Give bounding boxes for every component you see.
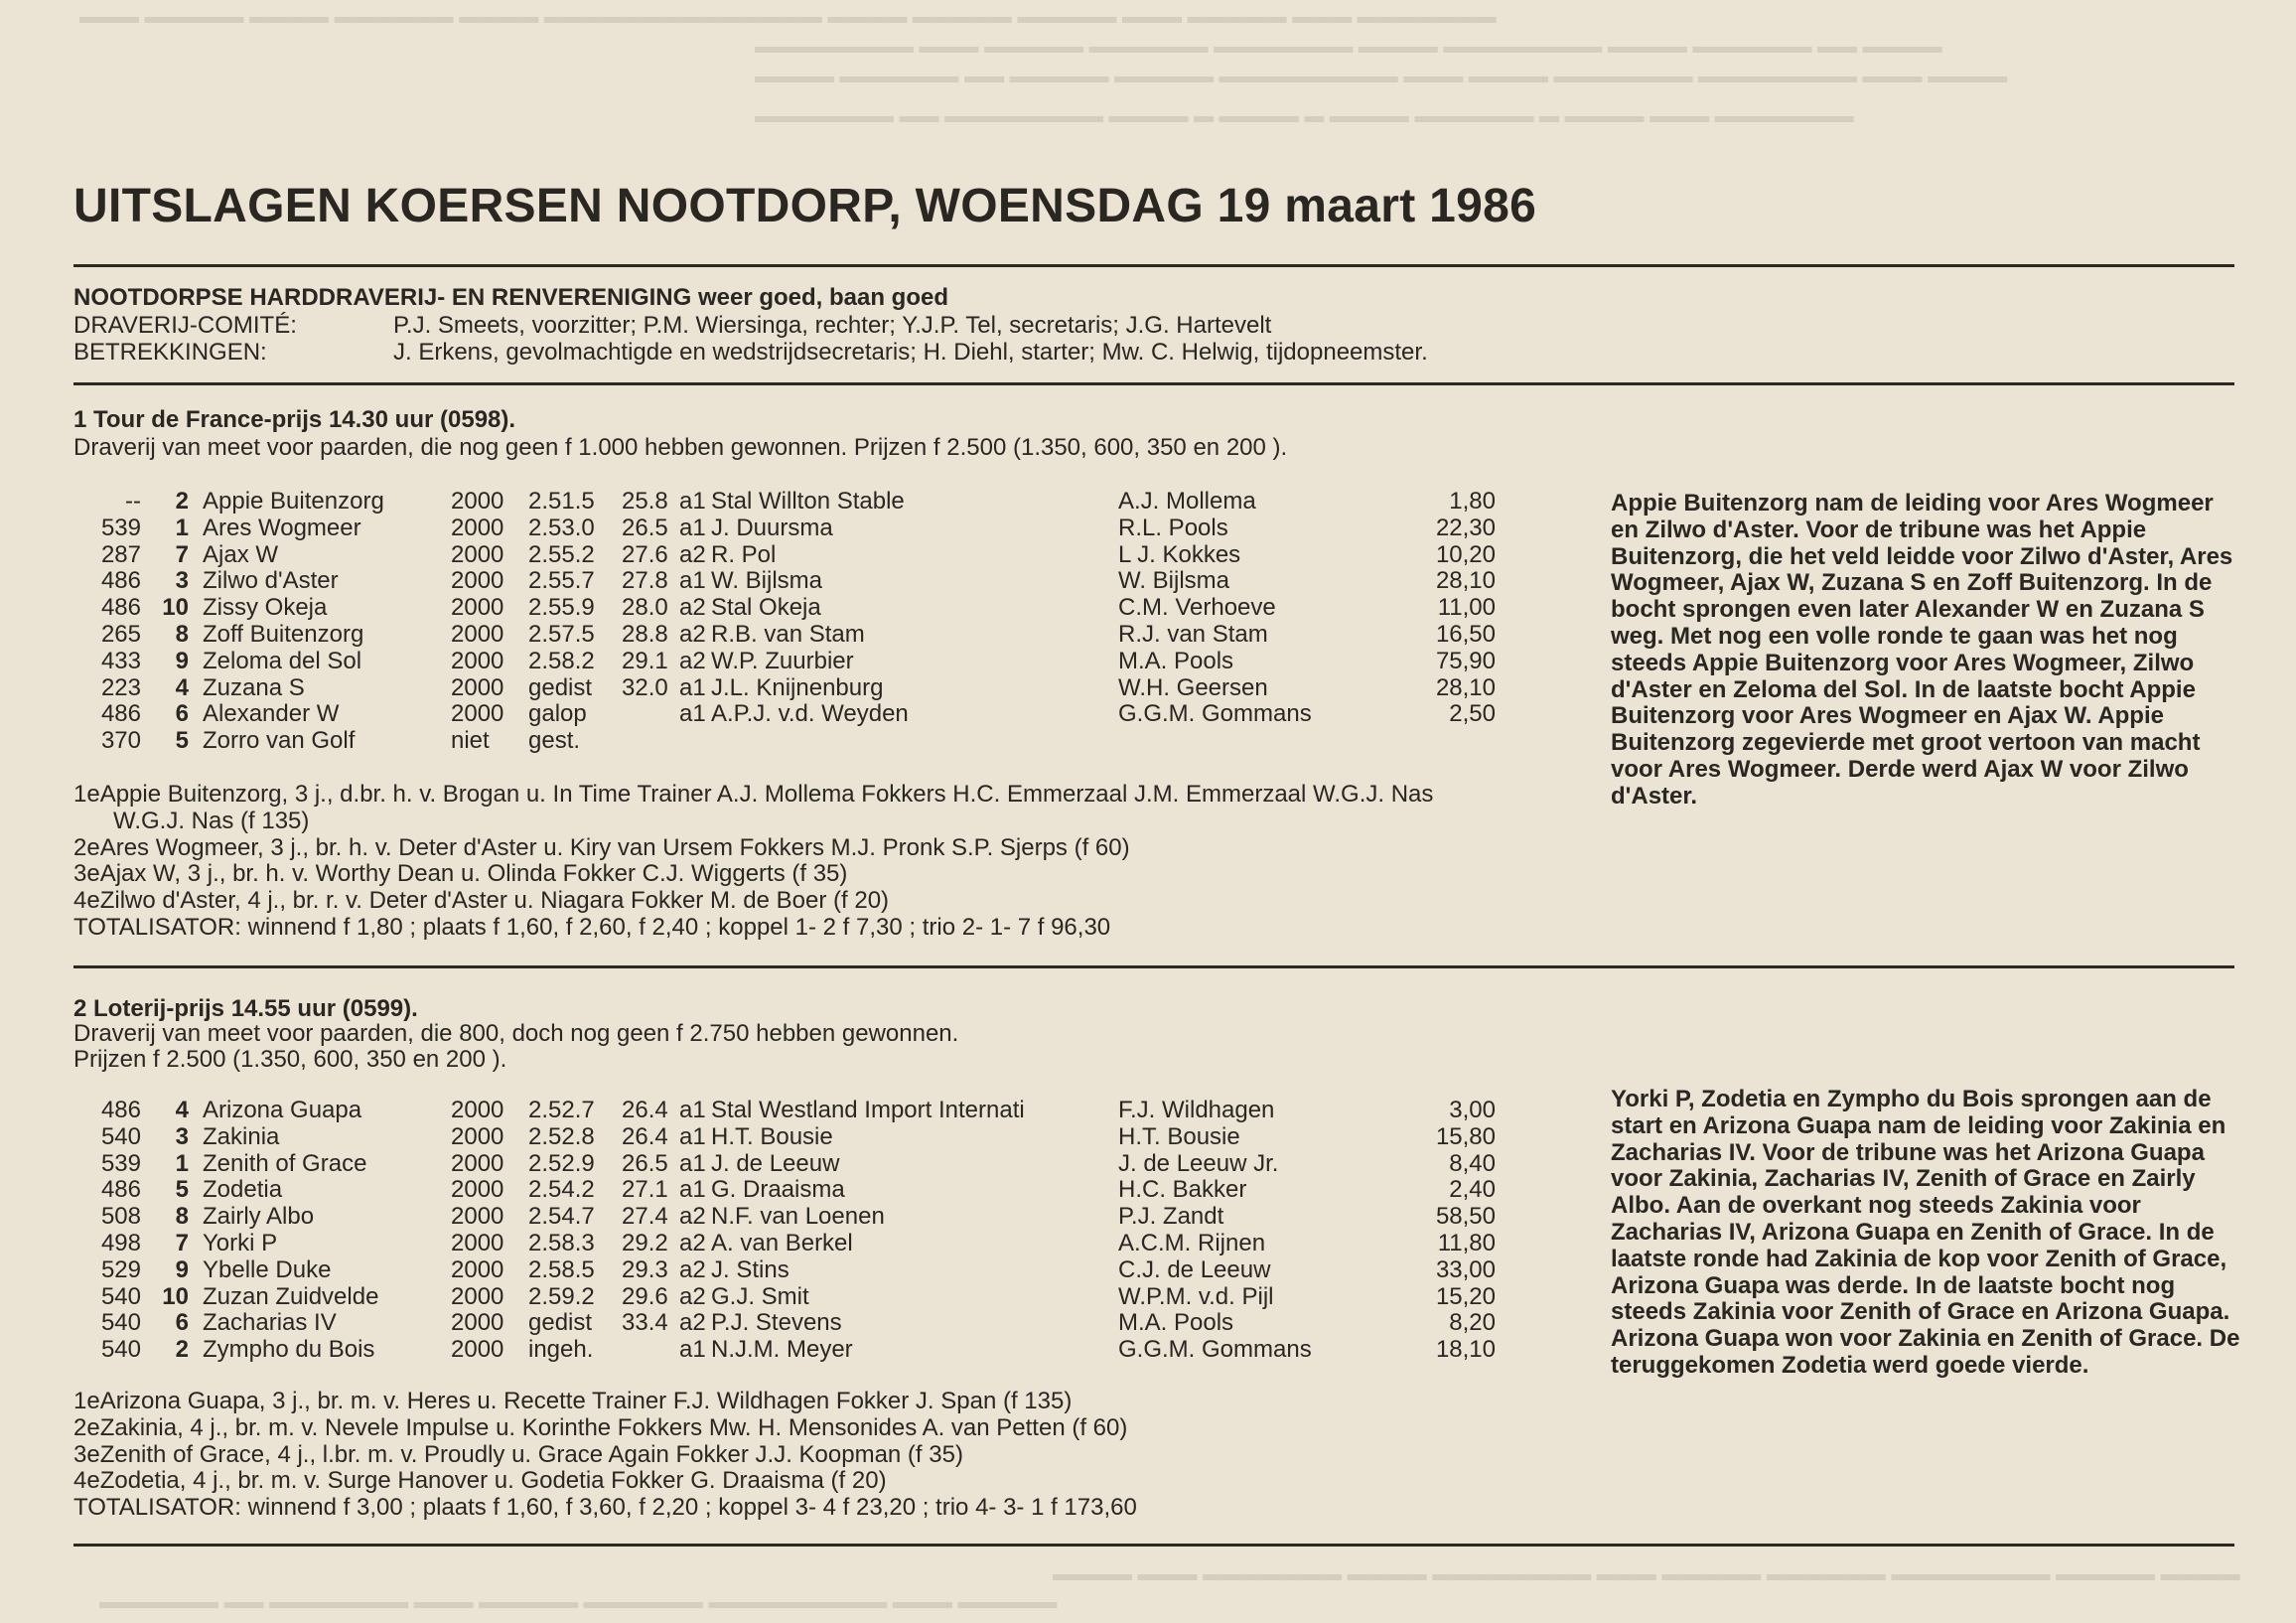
start-class-cell: a1 [679,700,706,728]
owner-cell: Stal Okeja [711,594,821,622]
odds-cell: 58,50 [1435,1203,1496,1231]
owner-cell: W. Bijlsma [711,567,823,595]
distance-cell: 2000 [451,647,504,674]
result-row [73,1151,1496,1178]
km-time-cell: 27.4 [622,1203,668,1231]
odds-cell: 8,40 [1449,1149,1496,1177]
owner-cell [711,728,1118,755]
start-class-cell [679,728,711,755]
start-number-cell: 9 [175,647,189,674]
odds-cell: 18,10 [1435,1336,1496,1364]
result-row [73,622,1496,649]
race-heading: 2 Loterij-prijs 14.55 uur (0599). [73,995,418,1022]
odds-cell: 15,20 [1435,1282,1496,1310]
time-cell: 2.58.3 [528,1229,595,1256]
odds-cell: 16,50 [1435,620,1496,648]
start-class-cell: a1 [679,673,706,701]
prev-race-cell: 486 [100,594,141,622]
prev-race-cell: 265 [100,620,141,648]
distance-cell: 2000 [451,620,504,648]
result-row [73,1098,1496,1124]
result-row [73,1204,1496,1231]
horse-name-cell: Zuzan Zuidvelde [203,1282,379,1310]
driver-cell: W. Bijlsma [1118,567,1230,595]
start-class-cell: a2 [679,1203,706,1231]
odds-cell: 8,20 [1449,1309,1496,1337]
second-details: 2eAres Wogmeer, 3 j., br. h. v. Deter d'Aster u. Kiry van Ursem Fokkers M.J. Pronk S.P. Sjerps (f 60) [73,833,1130,861]
horse-name-cell: Zairly Albo [203,1203,315,1231]
prev-race-cell: 540 [100,1336,141,1364]
horse-name-cell: Ybelle Duke [203,1255,332,1283]
winner-details-cont: W.G.J. Nas (f 135) [113,807,310,834]
driver-cell: R.J. van Stam [1118,620,1268,648]
odds-cell: 3,00 [1449,1097,1496,1123]
km-time-cell [622,728,679,755]
comite-line [73,313,1271,339]
owner-cell: J.L. Knijnenburg [711,673,884,701]
time-cell: 2.55.7 [528,567,595,595]
time-cell: gest. [528,727,581,755]
driver-cell: L J. Kokkes [1118,540,1241,568]
comite-label: DRAVERIJ-COMITÉ: [73,312,297,339]
driver-cell: A.C.M. Rijnen [1118,1229,1266,1256]
driver-cell: G.G.M. Gommans [1118,1336,1312,1364]
result-row [73,649,1496,675]
odds-cell: 2,50 [1449,700,1496,728]
divider-race-2 [73,1544,2234,1547]
driver-cell: F.J. Wildhagen [1118,1097,1275,1123]
owner-cell: N.J.M. Meyer [711,1336,853,1364]
start-number-cell: 1 [175,514,189,541]
prev-race-cell: 540 [100,1122,141,1150]
start-number-cell: 3 [175,1122,189,1150]
start-number-cell: 4 [175,673,189,701]
owner-cell: P.J. Stevens [711,1309,842,1337]
race-report: Yorki P, Zodetia en Zympho du Bois sprongen aan de start en Arizona Guapa nam de leiding voor Zakinia en Zacharias IV. Voor de tribune was het Arizona Guapa voor Zakinia, Zacharias IV, Zenith of Grace en Zairly Albo. Aan de overkant nog steeds Zakinia voor Zacharias IV, Arizona Guapa en Zenith of Grace. In de laatste ronde had Zakinia de kop voor Zenith of Grace, Arizona Guapa was derde. In de laatste bocht nog steeds Zakinia voor Zenith of Grace en Arizona Guapa. Arizona Guapa won voor Zakinia en Zenith of Grace. De teruggekomen Zodetia werd goede vierde. [1611,1086,2240,1379]
distance-cell: 2000 [451,1149,504,1177]
distance-cell: 2000 [451,1255,504,1283]
betrekkingen-value: J. Erkens, gevolmachtigde en wedstrijdsecretaris; H. Diehl, starter; Mw. C. Helwig, tijdopneemster. [393,339,1428,366]
horse-name-cell: Yorki P [203,1229,278,1256]
result-row [73,1310,1496,1337]
distance-cell: 2000 [451,1336,504,1364]
start-class-cell: a2 [679,1255,706,1283]
result-row [73,489,1496,516]
time-cell: 2.54.7 [528,1203,595,1231]
horse-name-cell: Zacharias IV [203,1309,337,1337]
result-row [73,701,1496,728]
start-number-cell: 2 [175,1336,189,1364]
race-details [73,782,1433,942]
distance-cell: 2000 [451,1176,504,1204]
time-cell: 2.52.8 [528,1122,595,1150]
race-report: Appie Buitenzorg nam de leiding voor Ares Wogmeer en Zilwo d'Aster. Voor de tribune was het Appie Buitenzorg, die het veld leidde voor Zilwo d'Aster, Ares Wogmeer, Ajax W, Zuzana S en Zoff Buitenzorg. In de bocht sprongen even later Alexander W en Zuzana S weg. Met nog een volle ronde te gaan was het nog steeds Appie Buitenzorg voor Ares Wogmeer, Zilwo d'Aster en Zeloma del Sol. In de laatste bocht Appie Buitenzorg voor Ares Wogmeer en Ajax W. Appie Buitenzorg zegevierde met groot vertoon van macht voor Ares Wogmeer. Derde werd Ajax W voor Zilwo d'Aster. [1611,490,2233,810]
result-row [73,1177,1496,1204]
odds-cell: 75,90 [1435,647,1496,674]
owner-cell: G. Draaisma [711,1176,845,1204]
start-class-cell: a2 [679,647,706,674]
results-table [73,489,1496,755]
prev-race-cell: 540 [100,1282,141,1310]
time-cell: 2.52.9 [528,1149,595,1177]
start-number-cell: 3 [175,567,189,595]
bleed-through-top-2: ▬▬▬▬▬▬▬▬ ▬▬▬ ▬▬▬▬▬ ▬▬▬▬▬▬ ▬▬▬▬▬▬▬ ▬▬▬▬ ▬▬▬▬▬▬▬▬ ▬▬▬▬ ▬▬▬▬▬▬ ▬▬ ▬▬▬▬ [755,36,1942,58]
start-class-cell: a1 [679,1122,706,1150]
start-class-cell: a1 [679,1097,706,1123]
page-title: UITSLAGEN KOERSEN NOOTDORP, WOENSDAG 19 maart 1986 [73,180,1537,232]
bleed-through-bottom-2: ▬▬▬▬▬▬ ▬▬ ▬▬▬▬▬▬▬ ▬▬▬ ▬▬▬▬▬ ▬▬▬▬▬▬ ▬▬▬▬▬▬▬▬▬ ▬▬▬ ▬▬▬▬▬ [99,1591,1058,1613]
driver-cell: H.T. Bousie [1118,1122,1240,1150]
owner-cell: R. Pol [711,540,777,568]
odds-cell: 11,80 [1437,1229,1496,1256]
owner-cell: J. Duursma [711,514,833,541]
km-time-cell: 28.0 [622,594,668,622]
prev-race-cell: -- [125,488,141,515]
distance-cell: 2000 [451,673,504,701]
prev-race-cell: 223 [100,673,141,701]
time-cell: 2.58.2 [528,647,595,674]
odds-cell: 10,20 [1435,540,1496,568]
horse-name-cell: Zodetia [203,1176,283,1204]
driver-cell: P.J. Zandt [1118,1203,1224,1231]
distance-cell: 2000 [451,1282,504,1310]
prev-race-cell: 540 [100,1309,141,1337]
time-cell: 2.55.9 [528,594,595,622]
result-row [73,1284,1496,1311]
odds-cell: 28,10 [1435,673,1496,701]
result-row [73,1231,1496,1257]
start-class-cell: a1 [679,567,706,595]
fourth-details: 4eZodetia, 4 j., br. m. v. Surge Hanover u. Godetia Fokker G. Draaisma (f 20) [73,1467,887,1495]
time-cell: 2.58.5 [528,1255,595,1283]
km-time-cell: 26.4 [622,1122,668,1150]
owner-cell: A. van Berkel [711,1229,853,1256]
horse-name-cell: Alexander W [203,700,340,728]
winner-details: 1eAppie Buitenzorg, 3 j., d.br. h. v. Brogan u. In Time Trainer A.J. Mollema Fokkers H.C. Emmerzaal J.M. Emmerzaal W.G.J. Nas [73,781,1434,808]
result-row [73,595,1496,622]
time-cell: 2.51.5 [528,488,595,515]
bleed-through-top-3: ▬▬▬▬ ▬▬▬▬▬▬ ▬▬ ▬▬▬▬▬ ▬▬▬▬▬ ▬▬▬▬▬▬▬▬▬ ▬▬▬ ▬▬▬▬ ▬▬▬▬▬▬▬ ▬▬▬▬▬▬▬▬ ▬▬▬ ▬▬▬▬ [755,66,2008,87]
race-conditions: Draverij van meet voor paarden, die nog geen f 1.000 hebben gewonnen. Prijzen f 2.500 (1.350, 600, 350 en 200 ). [73,434,1288,461]
km-time-cell: 26.5 [622,1149,668,1177]
owner-cell: J. Stins [711,1255,789,1283]
owner-cell: Stal Westland Import Internati [711,1097,1025,1123]
distance-cell: 2000 [451,1229,504,1256]
owner-cell: W.P. Zuurbier [711,647,854,674]
start-class-cell: a1 [679,1149,706,1177]
driver-cell: H.C. Bakker [1118,1176,1247,1204]
start-number-cell: 7 [175,1229,189,1256]
prev-race-cell: 486 [100,567,141,595]
result-row [73,542,1496,569]
totalisator-line: TOTALISATOR: winnend f 3,00 ; plaats f 1,60, f 3,60, f 2,20 ; koppel 3- 4 f 23,20 ; trio 4- 3- 1 f 173,60 [73,1494,1137,1522]
bleed-through-top: ▬▬▬ ▬▬▬▬▬ ▬▬▬▬ ▬▬▬▬▬▬ ▬▬▬▬ ▬▬▬▬▬▬▬▬▬▬▬▬▬▬ ▬▬▬▬ ▬▬▬▬▬ ▬▬▬▬▬ ▬▬▬ ▬▬▬▬▬ ▬▬▬ ▬▬▬▬▬▬▬ [79,6,1497,28]
time-cell: 2.53.0 [528,514,595,541]
owner-cell: R.B. van Stam [711,620,865,648]
odds-cell: 1,80 [1449,488,1496,515]
result-row [73,728,1496,755]
time-cell: galop [528,700,587,728]
km-time-cell [622,1337,679,1364]
time-cell: 2.55.2 [528,540,595,568]
race-details [73,1389,1137,1522]
distance-cell: 2000 [451,488,504,515]
horse-name-cell: Zuzana S [203,673,305,701]
time-cell: 2.52.7 [528,1097,595,1123]
horse-name-cell: Ares Wogmeer [203,514,361,541]
results-table-body [73,1098,1496,1364]
prev-race-cell: 529 [100,1255,141,1283]
odds-cell: 15,80 [1435,1122,1496,1150]
km-time-cell: 29.1 [622,647,668,674]
driver-cell: G.G.M. Gommans [1118,700,1312,728]
result-row [73,1257,1496,1284]
time-cell: 2.59.2 [528,1282,595,1310]
start-number-cell: 4 [175,1097,189,1123]
start-number-cell: 8 [175,620,189,648]
start-class-cell: a2 [679,1282,706,1310]
betrekkingen-label: BETREKKINGEN: [73,339,267,366]
owner-cell: J. de Leeuw [711,1149,840,1177]
distance-cell: 2000 [451,540,504,568]
prev-race-cell: 486 [100,1097,141,1123]
prev-race-cell: 498 [100,1229,141,1256]
time-cell: ingeh. [528,1336,594,1364]
owner-cell: Stal Willton Stable [711,488,905,515]
distance-cell: 2000 [451,1122,504,1150]
race-conditions-cont: Prijzen f 2.500 (1.350, 600, 350 en 200 ). [73,1046,507,1073]
distance-cell: 2000 [451,514,504,541]
start-class-cell: a1 [679,1336,706,1364]
driver-cell: W.P.M. v.d. Pijl [1118,1282,1274,1310]
result-row [73,1124,1496,1151]
start-number-cell: 10 [162,594,189,622]
driver-cell: C.M. Verhoeve [1118,594,1276,622]
prev-race-cell: 508 [100,1203,141,1231]
owner-cell: A.P.J. v.d. Weyden [711,700,909,728]
km-time-cell: 26.4 [622,1097,668,1123]
horse-name-cell: Zilwo d'Aster [203,567,339,595]
horse-name-cell: Zissy Okeja [203,594,328,622]
prev-race-cell: 486 [100,700,141,728]
start-number-cell: 2 [175,488,189,515]
horse-name-cell: Zenith of Grace [203,1149,367,1177]
km-time-cell: 29.2 [622,1229,668,1256]
km-time-cell: 27.8 [622,567,668,595]
third-details: 3eZenith of Grace, 4 j., l.br. m. v. Proudly u. Grace Again Fokker J.J. Koopman (f 35) [73,1440,963,1468]
winner-details: 1eArizona Guapa, 3 j., br. m. v. Heres u. Recette Trainer F.J. Wildhagen Fokker J. Span (f 135) [73,1388,1073,1414]
owner-cell: N.F. van Loenen [711,1203,885,1231]
prev-race-cell: 539 [100,1149,141,1177]
distance-cell: 2000 [451,567,504,595]
owner-cell: H.T. Bousie [711,1122,833,1150]
start-number-cell: 1 [175,1149,189,1177]
odds-cell: 28,10 [1435,567,1496,595]
driver-cell [1118,728,1406,755]
km-time-cell: 27.6 [622,540,668,568]
divider-race-1 [73,965,2234,968]
race-heading: 1 Tour de France-prijs 14.30 uur (0598). [73,406,516,433]
result-row [73,675,1496,702]
time-cell: gedist [528,1309,593,1337]
results-table [73,1098,1496,1364]
distance-cell: 2000 [451,1097,504,1123]
result-row [73,568,1496,595]
result-row [73,1337,1496,1364]
prev-race-cell: 486 [100,1176,141,1204]
distance-cell: 2000 [451,700,504,728]
start-class-cell: a1 [679,488,706,515]
prev-race-cell: 539 [100,514,141,541]
km-time-cell: 33.4 [622,1309,668,1337]
prev-race-cell: 287 [100,540,141,568]
distance-cell: niet [451,727,490,755]
prev-race-cell: 433 [100,647,141,674]
distance-cell: 2000 [451,1203,504,1231]
divider-club [73,382,2234,385]
start-class-cell: a1 [679,1176,706,1204]
start-number-cell: 7 [175,540,189,568]
horse-name-cell: Zeloma del Sol [203,647,362,674]
km-time-cell: 27.1 [622,1176,668,1204]
driver-cell: M.A. Pools [1118,1309,1234,1337]
horse-name-cell: Ajax W [203,540,279,568]
start-class-cell: a2 [679,594,706,622]
distance-cell: 2000 [451,1309,504,1337]
start-class-cell: a2 [679,540,706,568]
second-details: 2eZakinia, 4 j., br. m. v. Nevele Impulse u. Korinthe Fokkers Mw. H. Mensonides A. van Petten (f 60) [73,1413,1128,1441]
driver-cell: W.H. Geersen [1118,673,1268,701]
odds-cell: 33,00 [1435,1255,1496,1283]
km-time-cell: 29.6 [622,1282,668,1310]
km-time-cell: 25.8 [622,488,668,515]
race-conditions: Draverij van meet voor paarden, die 800, doch nog geen f 2.750 hebben gewonnen. [73,1020,959,1047]
horse-name-cell: Arizona Guapa [203,1097,362,1123]
km-time-cell: 28.8 [622,620,668,648]
driver-cell: R.L. Pools [1118,514,1228,541]
start-class-cell: a2 [679,620,706,648]
km-time-cell: 26.5 [622,514,668,541]
odds-cell [1406,728,1496,755]
time-cell: 2.54.2 [528,1176,595,1204]
driver-cell: M.A. Pools [1118,647,1234,674]
comite-value: P.J. Smeets, voorzitter; P.M. Wiersinga, rechter; Y.J.P. Tel, secretaris; J.G. Hartevelt [393,312,1272,339]
result-row [73,516,1496,542]
start-number-cell: 6 [175,700,189,728]
owner-cell: G.J. Smit [711,1282,809,1310]
start-number-cell: 6 [175,1309,189,1337]
bleed-through-top-4: ▬▬▬▬▬▬▬ ▬▬ ▬▬▬▬▬▬▬▬ ▬▬▬▬ ▬ ▬▬▬▬ ▬ ▬▬▬▬ ▬▬▬▬▬▬ ▬ ▬▬▬▬ ▬▬▬ ▬▬▬▬▬▬▬ [755,105,1854,127]
horse-name-cell: Zympho du Bois [203,1336,375,1364]
club-name-line: NOOTDORPSE HARDDRAVERIJ- EN RENVERENIGING weer goed, baan goed [73,284,949,311]
driver-cell: A.J. Mollema [1118,488,1256,515]
km-time-cell: 32.0 [622,673,668,701]
start-number-cell: 5 [175,727,189,755]
start-class-cell: a2 [679,1229,706,1256]
bleed-through-bottom: ▬▬▬▬ ▬▬▬ ▬▬▬▬▬▬▬ ▬▬▬▬ ▬▬▬▬▬▬▬▬ ▬▬▬ ▬▬▬▬▬ ▬▬▬▬▬▬ ▬▬▬▬▬▬▬▬ ▬▬▬▬▬ ▬▬▬▬ [1053,1563,2240,1585]
horse-name-cell: Zakinia [203,1122,280,1150]
odds-cell: 11,00 [1437,594,1496,622]
odds-cell: 22,30 [1435,514,1496,541]
start-number-cell: 10 [162,1282,189,1310]
start-class-cell: a2 [679,1309,706,1337]
start-number-cell: 5 [175,1176,189,1204]
time-cell: gedist [528,673,593,701]
betrekkingen-line [73,340,1428,366]
time-cell: 2.57.5 [528,620,595,648]
km-time-cell: 29.3 [622,1255,668,1283]
driver-cell: C.J. de Leeuw [1118,1255,1271,1283]
results-table-body [73,489,1496,755]
odds-cell: 2,40 [1449,1176,1496,1204]
distance-cell: 2000 [451,594,504,622]
driver-cell: J. de Leeuw Jr. [1118,1149,1279,1177]
totalisator-line: TOTALISATOR: winnend f 1,80 ; plaats f 1,60, f 2,60, f 2,40 ; koppel 1- 2 f 7,30 ; trio 2- 1- 7 f 96,30 [73,913,1111,941]
horse-name-cell: Zorro van Golf [203,727,356,755]
horse-name-cell: Appie Buitenzorg [203,488,384,515]
prev-race-cell: 370 [100,727,141,755]
fourth-details: 4eZilwo d'Aster, 4 j., br. r. v. Deter d'Aster u. Niagara Fokker M. de Boer (f 20) [73,887,890,915]
start-number-cell: 9 [175,1255,189,1283]
start-class-cell: a1 [679,514,706,541]
horse-name-cell: Zoff Buitenzorg [203,620,364,648]
third-details: 3eAjax W, 3 j., br. h. v. Worthy Dean u. Olinda Fokker C.J. Wiggerts (f 35) [73,860,848,888]
start-number-cell: 8 [175,1203,189,1231]
divider-title [73,264,2234,267]
km-time-cell [622,701,679,728]
